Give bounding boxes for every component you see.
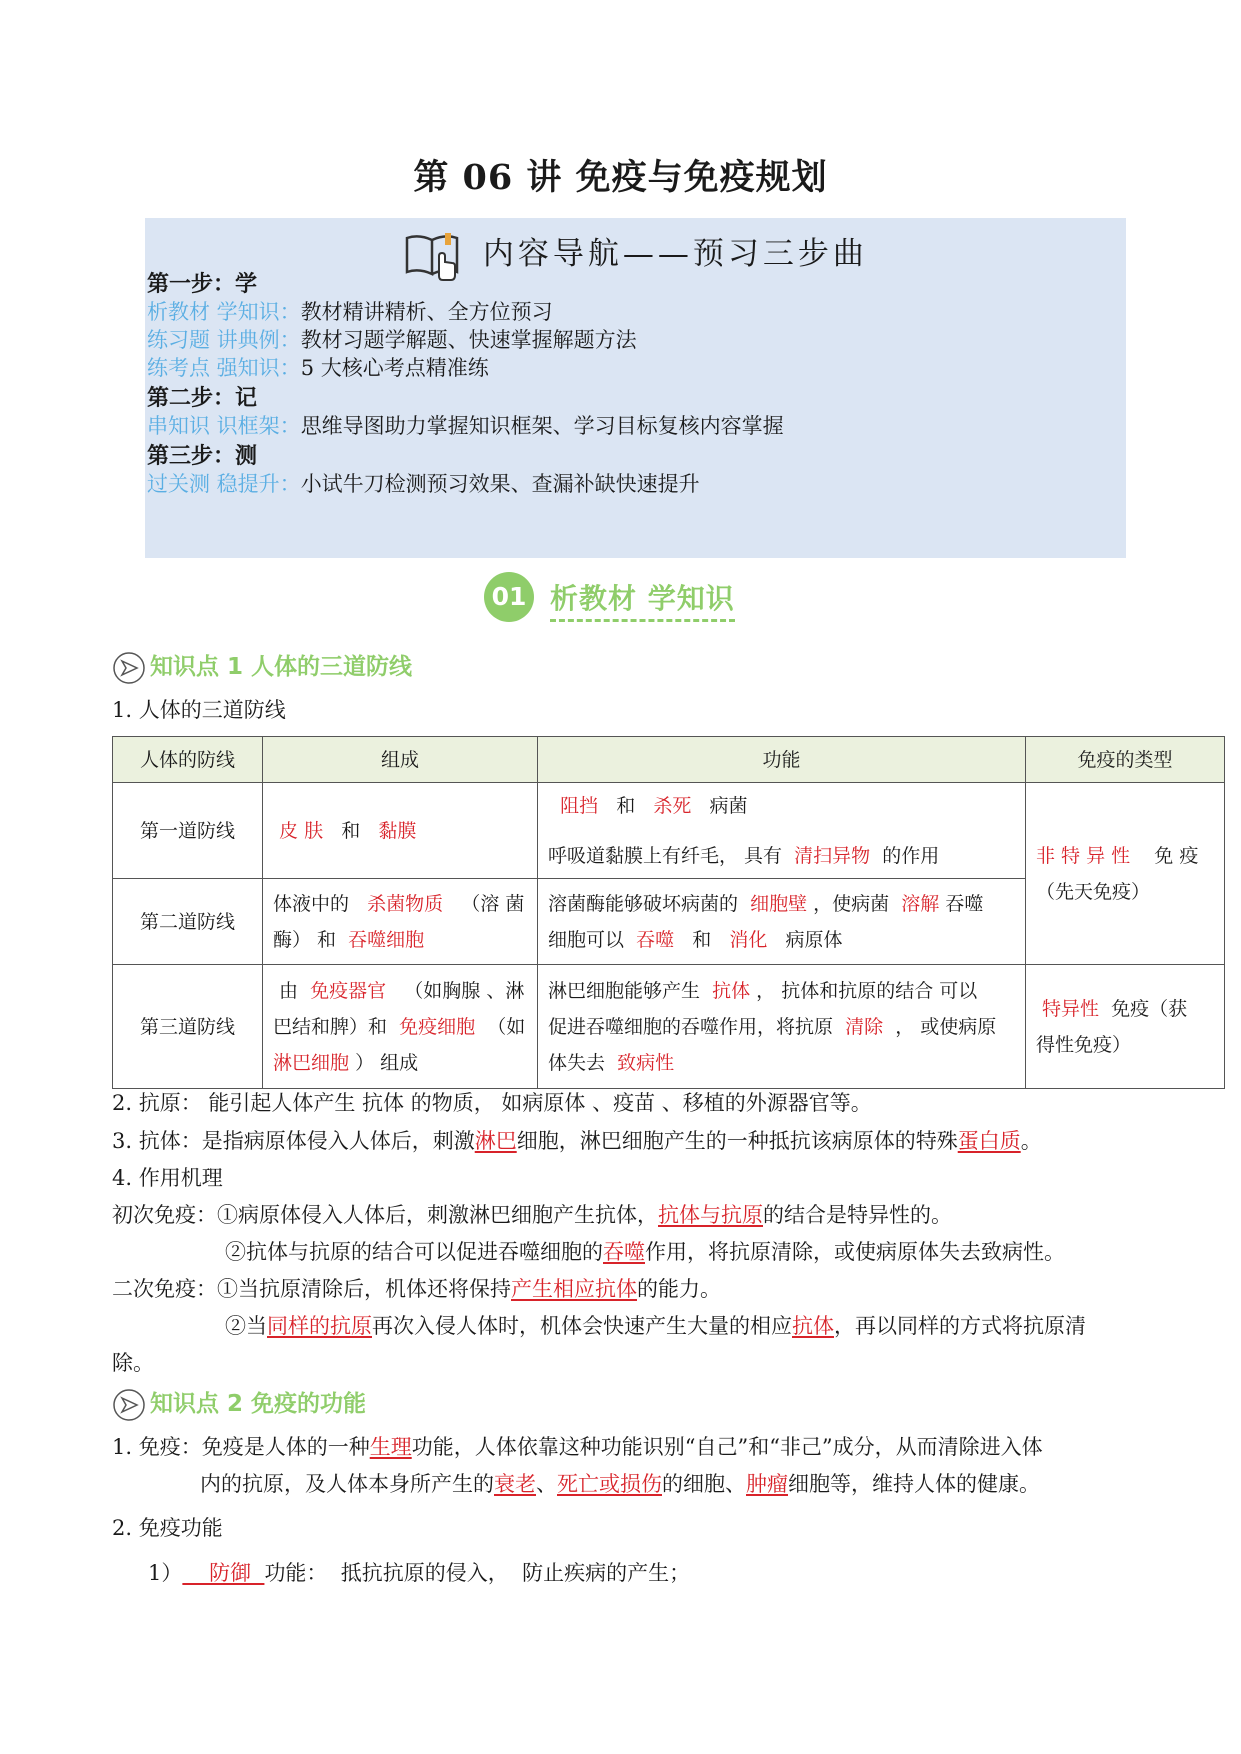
text: 再次入侵人体时，机体会快速产生大量的相应 [372,1314,792,1338]
text: 和 [692,928,712,951]
step2-item [147,412,784,440]
paragraph: 2. 抗原： 能引起人体产生 抗体 的物质， 如病原体 、疫苗 、移植的外源器官等。 [112,1091,872,1115]
table-header-cell: 免疫的类型 [1026,737,1225,783]
book-pointer-icon [403,230,465,282]
red-term: 衰老 [494,1472,536,1496]
text: 作用，将抗原清除，或使病原体失去致病性。 [645,1240,1065,1264]
text: 体液中的 [273,892,350,915]
page-title: 第 06 讲 免疫与免疫规划 [413,157,828,198]
red-term: 特异性 [1042,997,1100,1020]
text: 3. 抗体：是指病原体侵入人体后，刺激 [112,1129,475,1153]
step3-heading: 第三步：测 [147,443,258,469]
red-term: 阻挡 [560,794,599,817]
red-term: 抗体 [712,979,751,1002]
step-item-desc: 教材习题学解题、快速掌握解题方法 [300,328,637,352]
text: （如胸腺 、淋 [404,979,525,1002]
text: （先天免疫） [1036,880,1151,903]
step-item-desc: 思维导图助力掌握知识框架、学习目标复核内容掌握 [300,414,784,438]
red-term: 杀死 [653,794,692,817]
step3-item [147,470,700,498]
section-title: 析教材 学知识 [550,582,735,615]
content-navigation-box [145,218,1126,558]
text: 1） [148,1561,183,1585]
red-term: 肿瘤 [746,1472,788,1496]
step1-item [147,354,489,382]
red-term: 同样的抗原 [267,1314,372,1338]
red-term: 蛋白质 [957,1129,1021,1153]
text: （如 [487,1015,526,1038]
text: 和 [341,819,361,842]
knowledge-point-1-heading [112,648,412,685]
paragraph [112,1200,952,1230]
step1-heading: 第一步：学 [147,271,258,297]
paragraph [148,1558,690,1588]
text: 内的抗原，及人体本身所产生的 [200,1472,494,1496]
table-cell [263,879,538,965]
red-term: 产生相应抗体 [511,1277,637,1301]
paragraph [112,1274,721,1304]
text: 病菌 [709,794,748,817]
red-term: 免疫器官 [310,979,387,1002]
paragraph: 4. 作用机理 [112,1166,223,1190]
text: 细胞等，维持人体的健康。 [788,1472,1040,1496]
text: 初次免疫：①病原体侵入人体后，刺激淋巴细胞产生抗体， [112,1203,658,1227]
step1-item [147,298,553,326]
text: ） 组成 [355,1051,419,1074]
arrow-circle-icon [112,1388,146,1422]
red-term: 清扫异物 [794,844,871,867]
step-item-label: 练考点 强知识： [147,356,301,380]
arrow-circle-icon [112,651,146,685]
text: 的作用 [882,844,940,867]
section-banner [480,567,770,627]
red-term: 黏膜 [378,819,417,842]
red-term: 非 特 异 性 [1036,844,1131,867]
text: 和 [616,794,636,817]
knowledge-point-2-heading [112,1385,366,1422]
text: 细胞，淋巴细胞产生的一种抵抗该病原体的特殊 [516,1129,958,1153]
table-cell [538,783,1026,879]
knowledge-point-title: 知识点 1 人体的三道防线 [150,654,413,680]
red-term: 细胞壁 [750,892,808,915]
table-cell [1026,965,1225,1089]
red-term: 淋巴 [474,1129,517,1153]
red-term: 溶解 [901,892,940,915]
nav-heading-text: 内容导航——预习三步曲 [482,236,868,272]
text: 酶） 和 [273,928,337,951]
paragraph [225,1311,1086,1341]
table-cell: 第二道防线 [113,879,263,965]
text: 病原体 [785,928,843,951]
section-underline [550,619,735,622]
text: 体失去 [548,1051,606,1074]
red-term: 吞噬 [603,1240,645,1264]
text: 功能： 抵抗抗原的侵入， 防止疾病的产生； [264,1561,691,1585]
nav-heading [145,228,1126,282]
red-term: 吞噬 [636,928,675,951]
paragraph [225,1237,1065,1267]
red-term: 死亡或损伤 [557,1472,662,1496]
text: 免 疫 [1154,844,1199,867]
text: 。 [1020,1129,1042,1153]
text: 的能力。 [637,1277,721,1301]
text: 免疫（获 [1111,997,1188,1020]
red-term: 抗体与抗原 [658,1203,763,1227]
text: ，使病菌 [813,892,890,915]
paragraph [112,1126,1042,1156]
step-item-desc: 5 大核心考点精准练 [300,356,489,380]
text: 1. 免疫：免疫是人体的一种 [112,1435,370,1459]
table-cell [263,783,538,879]
table-cell: 第三道防线 [113,965,263,1089]
step1-item [147,326,637,354]
text: 由 [279,979,299,1002]
text: ， 或使病原 [895,1015,997,1038]
text: 溶菌酶能够破坏病菌的 [548,892,739,915]
table-cell [538,879,1026,965]
text: 巴结和脾）和 [273,1015,388,1038]
text: 吞噬 [945,892,984,915]
text: 的细胞、 [662,1472,746,1496]
text: 呼吸道黏膜上有纤毛， 具有 [548,844,783,867]
defense-lines-table [112,736,1225,1089]
red-term: 致病性 [617,1051,675,1074]
text: ②当 [225,1314,267,1338]
text: 功能，人体依靠这种功能识别“自己”和“非己”成分，从而清除进入体 [411,1435,1043,1459]
red-term: 吞噬细胞 [348,928,425,951]
paragraph: 除。 [112,1351,154,1375]
table-header-cell: 组成 [263,737,538,783]
step-item-label: 练习题 讲典例： [147,328,301,352]
table-cell: 第一道防线 [113,783,263,879]
table-row [113,965,1225,1089]
text: 二次免疫：①当抗原清除后，机体还将保持 [112,1277,511,1301]
red-term: 免疫细胞 [399,1015,476,1038]
text: ②抗体与抗原的结合可以促进吞噬细胞的 [225,1240,603,1264]
table-header-cell: 人体的防线 [113,737,263,783]
step-item-desc: 教材精讲精析、全方位预习 [300,300,553,324]
red-term: 杀菌物质 [367,892,444,915]
paragraph: 2. 免疫功能 [112,1516,223,1540]
table-header-row [113,737,1225,783]
step-item-label: 过关测 稳提升： [147,472,301,496]
step-item-desc: 小试牛刀检测预习效果、查漏补缺快速提升 [300,472,700,496]
paragraph: 1. 人体的三道防线 [112,698,286,722]
text: 的结合是特异性的。 [763,1203,952,1227]
step2-heading: 第二步：记 [147,385,258,411]
table-cell [263,965,538,1089]
text: 细胞可以 [548,928,625,951]
text: ，再以同样的方式将抗原清 [834,1314,1086,1338]
text: （溶 菌 [461,892,525,915]
step-item-label: 析教材 学知识： [147,300,301,324]
text: 得性免疫） [1036,1033,1132,1056]
red-term: 清除 [845,1015,884,1038]
red-term: 抗体 [792,1314,834,1338]
section-number: 01 [484,572,534,622]
step-item-label: 串知识 识框架： [147,414,301,438]
table-cell [538,965,1026,1089]
red-term: 生理 [369,1435,412,1459]
red-term: 防御 [182,1561,265,1585]
text: 促进吞噬细胞的吞噬作用，将抗原 [548,1015,834,1038]
red-term: 淋巴细胞 [273,1051,350,1074]
red-term: 消化 [729,928,768,951]
table-header-cell: 功能 [538,737,1026,783]
table-cell [1026,783,1225,965]
knowledge-point-title: 知识点 2 免疫的功能 [150,1391,367,1417]
paragraph [112,1432,1043,1462]
table-row [113,783,1225,879]
text: 淋巴细胞能够产生 [548,979,701,1002]
red-term: 皮 肤 [279,819,324,842]
paragraph [200,1469,1040,1499]
text: ， 抗体和抗原的结合 可以 [756,979,978,1002]
text: 、 [536,1472,557,1496]
